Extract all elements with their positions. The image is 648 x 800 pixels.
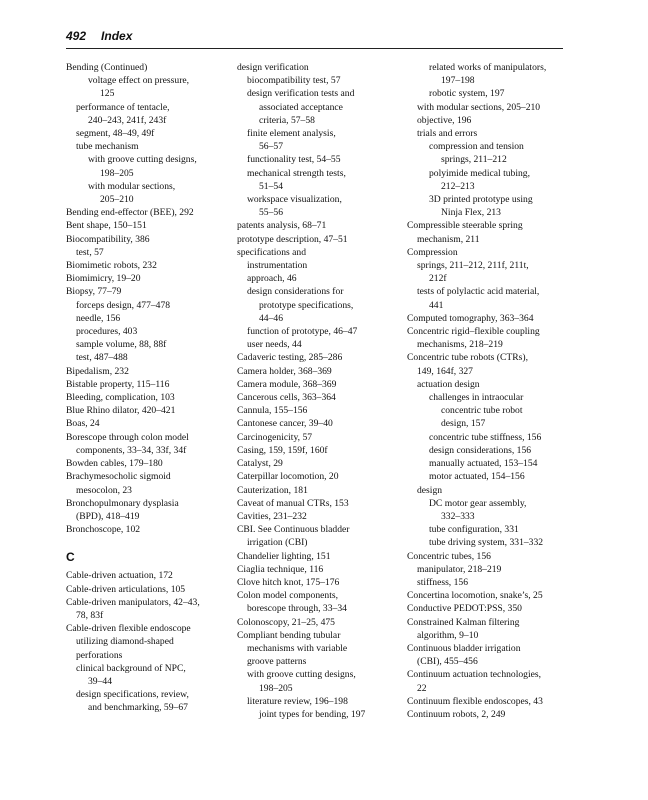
index-entry: Boas, 24: [66, 418, 100, 430]
index-entry: 149, 164f, 327: [417, 365, 473, 377]
index-entry: Concentric rigid–flexible coupling: [407, 326, 540, 338]
index-entry: design considerations for: [247, 286, 344, 298]
index-entry: with groove cutting designs,: [88, 154, 197, 166]
index-entry: 441: [429, 299, 444, 311]
index-entry: Biomimetic robots, 232: [66, 260, 157, 272]
index-entry: Borescope through colon model: [66, 431, 189, 443]
index-entry: procedures, 403: [76, 326, 138, 338]
index-entry: perforations: [76, 649, 123, 661]
index-entry: Conductive PEDOT:PSS, 350: [407, 603, 522, 615]
index-entry: springs, 211–212, 211f, 211t,: [417, 260, 529, 272]
index-entry: workspace visualization,: [247, 194, 342, 206]
index-entry: 197–198: [441, 75, 475, 87]
index-column-1: [66, 61, 234, 715]
index-entry: Bipedalism, 232: [66, 365, 129, 377]
index-entry: 240–243, 241f, 243f: [88, 114, 167, 126]
index-entry: Continuum robots, 2, 249: [407, 708, 506, 720]
index-entry: Biopsy, 77–79: [66, 286, 122, 298]
index-entry: manipulator, 218–219: [417, 563, 502, 575]
index-entry: irrigation (CBI): [247, 537, 308, 549]
index-entry: 56–57: [259, 141, 283, 153]
index-column-2: [237, 61, 402, 721]
index-entry: 51–54: [259, 180, 283, 192]
index-entry: test, 487–488: [76, 352, 128, 364]
index-entry: springs, 211–212: [441, 154, 507, 166]
index-entry: Computed tomography, 363–364: [407, 312, 534, 324]
index-entry: Cadaveric testing, 285–286: [237, 352, 343, 364]
index-entry: Chandelier lighting, 151: [237, 550, 331, 562]
index-entry: tube configuration, 331: [429, 524, 519, 536]
index-entry: 39–44: [88, 675, 112, 687]
index-entry: function of prototype, 46–47: [247, 326, 358, 338]
index-entry: Camera module, 368–369: [237, 378, 337, 390]
index-entry: CBI. See Continuous bladder: [237, 524, 350, 536]
index-entry: 198–205: [100, 167, 134, 179]
index-entry: performance of tentacle,: [76, 101, 170, 113]
index-entry: segment, 48–49, 49f: [76, 128, 155, 140]
index-entry: related works of manipulators,: [429, 62, 547, 73]
index-entry: DC motor gear assembly,: [429, 497, 527, 509]
index-entry: forceps design, 477–478: [76, 299, 171, 311]
index-entry: Cancerous cells, 363–364: [237, 392, 336, 404]
index-entry: with modular sections, 205–210: [417, 101, 541, 113]
index-entry: design verification tests and: [247, 88, 355, 100]
index-entry: 205–210: [100, 194, 134, 206]
index-entry: Cantonese cancer, 39–40: [237, 418, 333, 430]
index-entry: mechanism, 211: [417, 233, 480, 245]
index-entry: clinical background of NPC,: [76, 662, 186, 674]
index-entry: Compliant bending tubular: [237, 629, 341, 641]
index-entry: Cannula, 155–156: [237, 405, 308, 417]
index-entry: mesocolon, 23: [76, 484, 132, 496]
index-entry: trials and errors: [417, 128, 478, 140]
index-entry: Biomimicry, 19–20: [66, 273, 141, 285]
index-entry: criteria, 57–58: [259, 114, 315, 126]
index-entry: joint types for bending, 197: [259, 708, 366, 720]
index-entry: Bending (Continued): [66, 62, 148, 73]
index-entry: stiffness, 156: [417, 576, 468, 588]
index-entry: Blue Rhino dilator, 420–421: [66, 405, 176, 417]
index-entry: compression and tension: [429, 141, 524, 153]
index-entry: Bleeding, complication, 103: [66, 392, 175, 404]
index-entry: polyimide medical tubing,: [429, 167, 530, 179]
index-entry: prototype description, 47–51: [237, 233, 348, 245]
index-entry: 55–56: [259, 207, 283, 219]
index-entry: associated acceptance: [259, 101, 343, 113]
running-title: Index: [101, 29, 133, 43]
index-entry: Cable-driven flexible endoscope: [66, 623, 191, 635]
index-entry: 332–333: [441, 510, 475, 522]
index-entry: design, 157: [441, 418, 486, 430]
index-entry: algorithm, 9–10: [417, 629, 479, 641]
index-entry: design specifications, review,: [76, 689, 189, 701]
index-entry: Ninja Flex, 213: [441, 207, 501, 219]
index-entry: Continuum actuation technologies,: [407, 669, 542, 681]
index-entry: 125: [100, 88, 115, 100]
index-entry: design considerations, 156: [429, 444, 532, 456]
index-entry: tests of polylactic acid material,: [417, 286, 540, 298]
index-entry: Compressible steerable spring: [407, 220, 523, 232]
index-entry: motor actuated, 154–156: [429, 471, 525, 483]
index-entry: tube driving system, 331–332: [429, 537, 544, 549]
index-entry: Bronchopulmonary dysplasia: [66, 497, 179, 509]
index-entry: literature review, 196–198: [247, 695, 348, 707]
index-entry: Casing, 159, 159f, 160f: [237, 444, 328, 456]
index-entry: robotic system, 197: [429, 88, 505, 100]
index-entry: Caterpillar locomotion, 20: [237, 471, 339, 483]
index-entry: objective, 196: [417, 114, 472, 126]
index-entry: prototype specifications,: [259, 299, 354, 311]
index-entry: Colonoscopy, 21–25, 475: [237, 616, 335, 628]
index-entry: 212–213: [441, 180, 475, 192]
index-entry: Camera holder, 368–369: [237, 365, 332, 377]
index-entry: biocompatibility test, 57: [247, 75, 341, 87]
index-entry: challenges in intraocular: [429, 392, 524, 404]
index-entry: Concentric tube robots (CTRs),: [407, 352, 528, 364]
index-entry: Colon model components,: [237, 590, 338, 602]
index-entry: Concentric tubes, 156: [407, 550, 491, 562]
index-entry: 3D printed prototype using: [429, 194, 533, 206]
index-entry: Cauterization, 181: [237, 484, 308, 496]
index-entry: specifications and: [237, 246, 306, 258]
index-entry: Cable-driven articulations, 105: [66, 583, 186, 595]
index-entry: Catalyst, 29: [237, 458, 283, 470]
index-entry: tube mechanism: [76, 141, 139, 153]
index-entry: and benchmarking, 59–67: [88, 702, 188, 714]
index-entry: mechanisms with variable: [247, 642, 348, 654]
index-entry: actuation design: [417, 378, 480, 390]
index-entry: patents analysis, 68–71: [237, 220, 327, 232]
index-entry: sample volume, 88, 88f: [76, 339, 167, 351]
index-entry: Clove hitch knot, 175–176: [237, 576, 340, 588]
index-column-3: [407, 61, 567, 721]
index-entry: Continuous bladder irrigation: [407, 642, 521, 654]
index-entry: Biocompatibility, 386: [66, 233, 150, 245]
running-header: [66, 29, 563, 43]
index-entry: with modular sections,: [88, 180, 176, 192]
page-number: 492: [66, 29, 87, 43]
index-entry: Constrained Kalman filtering: [407, 616, 520, 628]
index-entry: voltage effect on pressure,: [88, 75, 190, 87]
index-entry: Caveat of manual CTRs, 153: [237, 497, 349, 509]
index-entry: Carcinogenicity, 57: [237, 431, 313, 443]
index-entry: test, 57: [76, 246, 104, 258]
index-entry: Cavities, 231–232: [237, 510, 307, 522]
index-entry: Bending end-effector (BEE), 292: [66, 207, 194, 219]
index-entry: Cable-driven manipulators, 42–43,: [66, 596, 200, 608]
index-entry: 212f: [429, 273, 447, 285]
section-letter: C: [66, 550, 75, 565]
index-entry: manually actuated, 153–154: [429, 458, 538, 470]
index-entry: (BPD), 418–419: [76, 510, 140, 522]
index-entry: with groove cutting designs,: [247, 669, 356, 681]
index-entry: needle, 156: [76, 312, 121, 324]
index-entry: concentric tube stiffness, 156: [429, 431, 542, 443]
index-entry: 22: [417, 682, 427, 694]
header-rule: [66, 48, 563, 49]
index-entry: Compression: [407, 246, 458, 258]
index-entry: Ciaglia technique, 116: [237, 563, 324, 575]
index-entry: borescope through, 33–34: [247, 603, 347, 615]
index-entry: 44–46: [259, 312, 283, 324]
index-entry: Brachymesocholic sigmoid: [66, 471, 171, 483]
index-entry: user needs, 44: [247, 339, 302, 351]
index-entry: Continuum flexible endoscopes, 43: [407, 695, 543, 707]
index-entry: finite element analysis,: [247, 128, 336, 140]
index-entry: mechanical strength tests,: [247, 167, 346, 179]
index-entry: Bronchoscope, 102: [66, 524, 141, 536]
index-entry: groove patterns: [247, 656, 307, 668]
index-entry: (CBI), 455–456: [417, 656, 478, 668]
index-entry: Cable-driven actuation, 172: [66, 570, 173, 582]
index-entry: components, 33–34, 33f, 34f: [76, 444, 187, 456]
index-entry: approach, 46: [247, 273, 297, 285]
index-entry: concentric tube robot: [441, 405, 523, 417]
index-entry: design: [417, 484, 443, 496]
index-entry: 78, 83f: [76, 609, 104, 621]
index-entry: mechanisms, 218–219: [417, 339, 503, 351]
index-entry: Bent shape, 150–151: [66, 220, 147, 232]
index-entry: functionality test, 54–55: [247, 154, 341, 166]
index-entry: Bowden cables, 179–180: [66, 458, 163, 470]
index-entry: Bistable property, 115–116: [66, 378, 170, 390]
index-entry: utilizing diamond-shaped: [76, 636, 174, 648]
index-entry: Concertina locomotion, snake’s, 25: [407, 590, 543, 602]
index-entry: instrumentation: [247, 260, 308, 272]
index-entry: 198–205: [259, 682, 293, 694]
index-entry: design verification: [237, 62, 309, 73]
